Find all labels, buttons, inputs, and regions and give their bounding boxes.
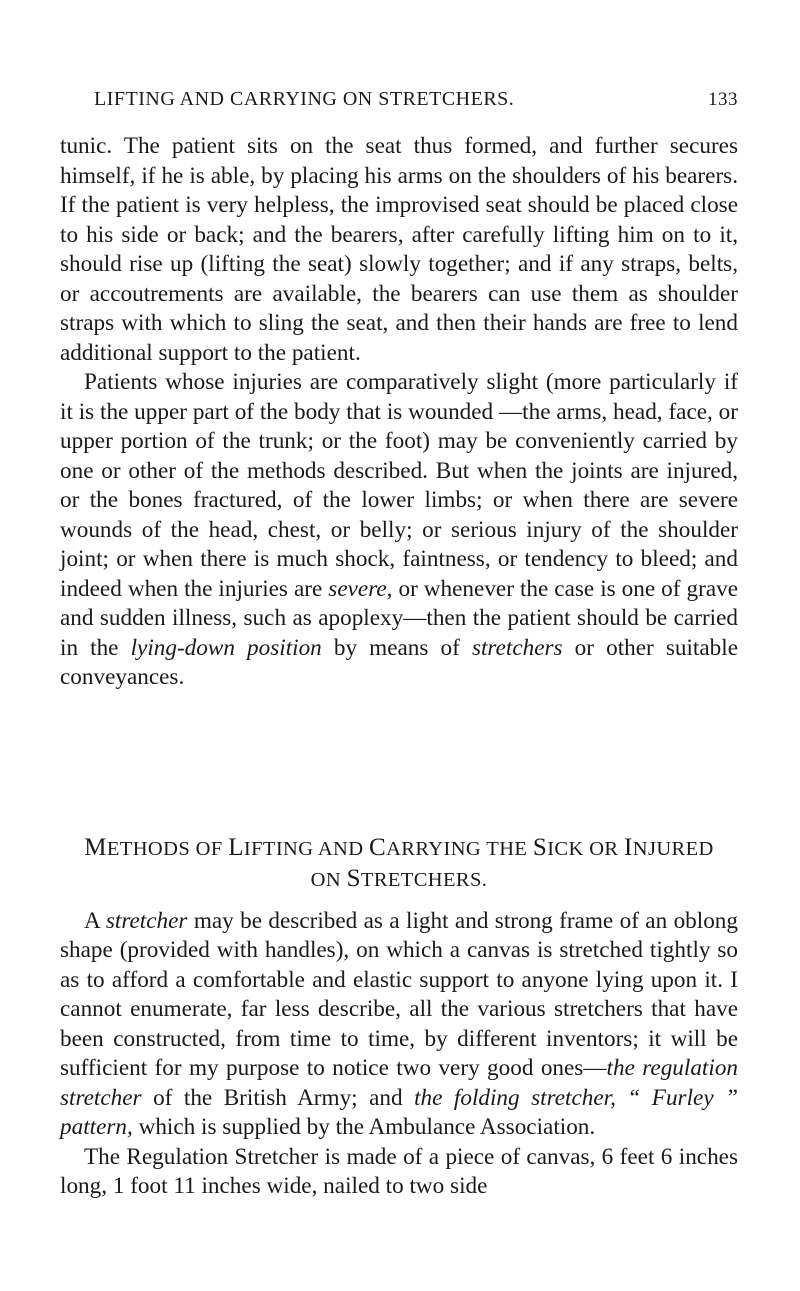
paragraph-patients-injuries: [60, 368, 738, 693]
emphasis-stretchers: stretchers: [471, 634, 563, 661]
emphasis-folding-stretcher: the folding stretcher, “ Furley ” pattern,: [60, 1084, 739, 1140]
running-head-title: LIFTING AND CARRYING ON STRETCHERS.: [94, 88, 515, 110]
section-heading: [60, 833, 738, 895]
emphasis-stretcher: stretcher: [105, 907, 188, 934]
section-heading-line-2: ON STRETCHERS.: [310, 864, 488, 892]
paragraph-regulation-stretcher: The Regulation Stretcher is made of a piece of canvas, 6 feet 6 inches long, 1 foot 11 inches wide, nailed to two side: [60, 1143, 738, 1199]
section-heading-line-1: METHODS OF LIFTING AND CARRYING THE SICK OR INJURED: [84, 833, 714, 861]
text-run: of the British Army; and: [141, 1084, 415, 1111]
text-run: by means of: [321, 634, 472, 661]
running-head: [60, 88, 738, 122]
body-text-lower: [60, 907, 738, 1202]
text-run: Patients whose injuries are comparatively slight (more particularly if it is the upper part of the body that is wounded —the arms, head, face, or upper portion of the trunk; or the foot) may be conveniently carried by one or other of the methods described. But when the joints are injured, or the bones fractured, of the lower limbs; or when there are severe wounds of the head, chest, or belly; or serious injury of the shoulder joint; or when there is much shock, faintness, or tendency to bleed; and indeed when the injuries are: [60, 369, 738, 602]
book-page: [60, 88, 738, 1202]
paragraph-stretcher-description: [60, 907, 738, 1143]
text-run: A: [84, 907, 106, 934]
page-number: 133: [708, 89, 738, 110]
body-text-upper: [60, 132, 738, 693]
emphasis-severe: severe: [328, 575, 387, 602]
emphasis-regulation-stretcher: the regulation stretcher: [60, 1055, 739, 1111]
text-run: or other suitable conveyances.: [60, 634, 738, 690]
text-run: , or whenever the case is one of grave and sudden illness, such as apoplexy—then the patient should be carried in the: [60, 575, 738, 661]
paragraph-tunic: tunic. The patient sits on the seat thus formed, and further secures himself, if he is able, by placing his arms on the shoulders of his bearers. If the patient is very helpless, the improvised seat should be placed close to his side or back; and the bearers, after carefully lifting him on to it, should rise up (lifting the seat) slowly together; and if any straps, belts, or accoutrements are available, the bearers can use them as shoulder straps with which to sling the seat, and then their hands are free to lend additional support to the patient.: [60, 133, 738, 366]
text-run: may be described as a light and strong frame of an oblong shape (provided with handles), on which a canvas is stretched tightly so as to afford a comfortable and elastic support to anyone lying upon it. I cannot enumerate, far less describe, all the various stretchers that have been constructed, from time to time, by different inventors; it will be sufficient for my purpose to notice two very good ones—: [60, 907, 738, 1081]
emphasis-lying-down: lying-down position: [130, 634, 322, 661]
text-run: which is supplied by the Ambulance Association.: [132, 1114, 596, 1140]
